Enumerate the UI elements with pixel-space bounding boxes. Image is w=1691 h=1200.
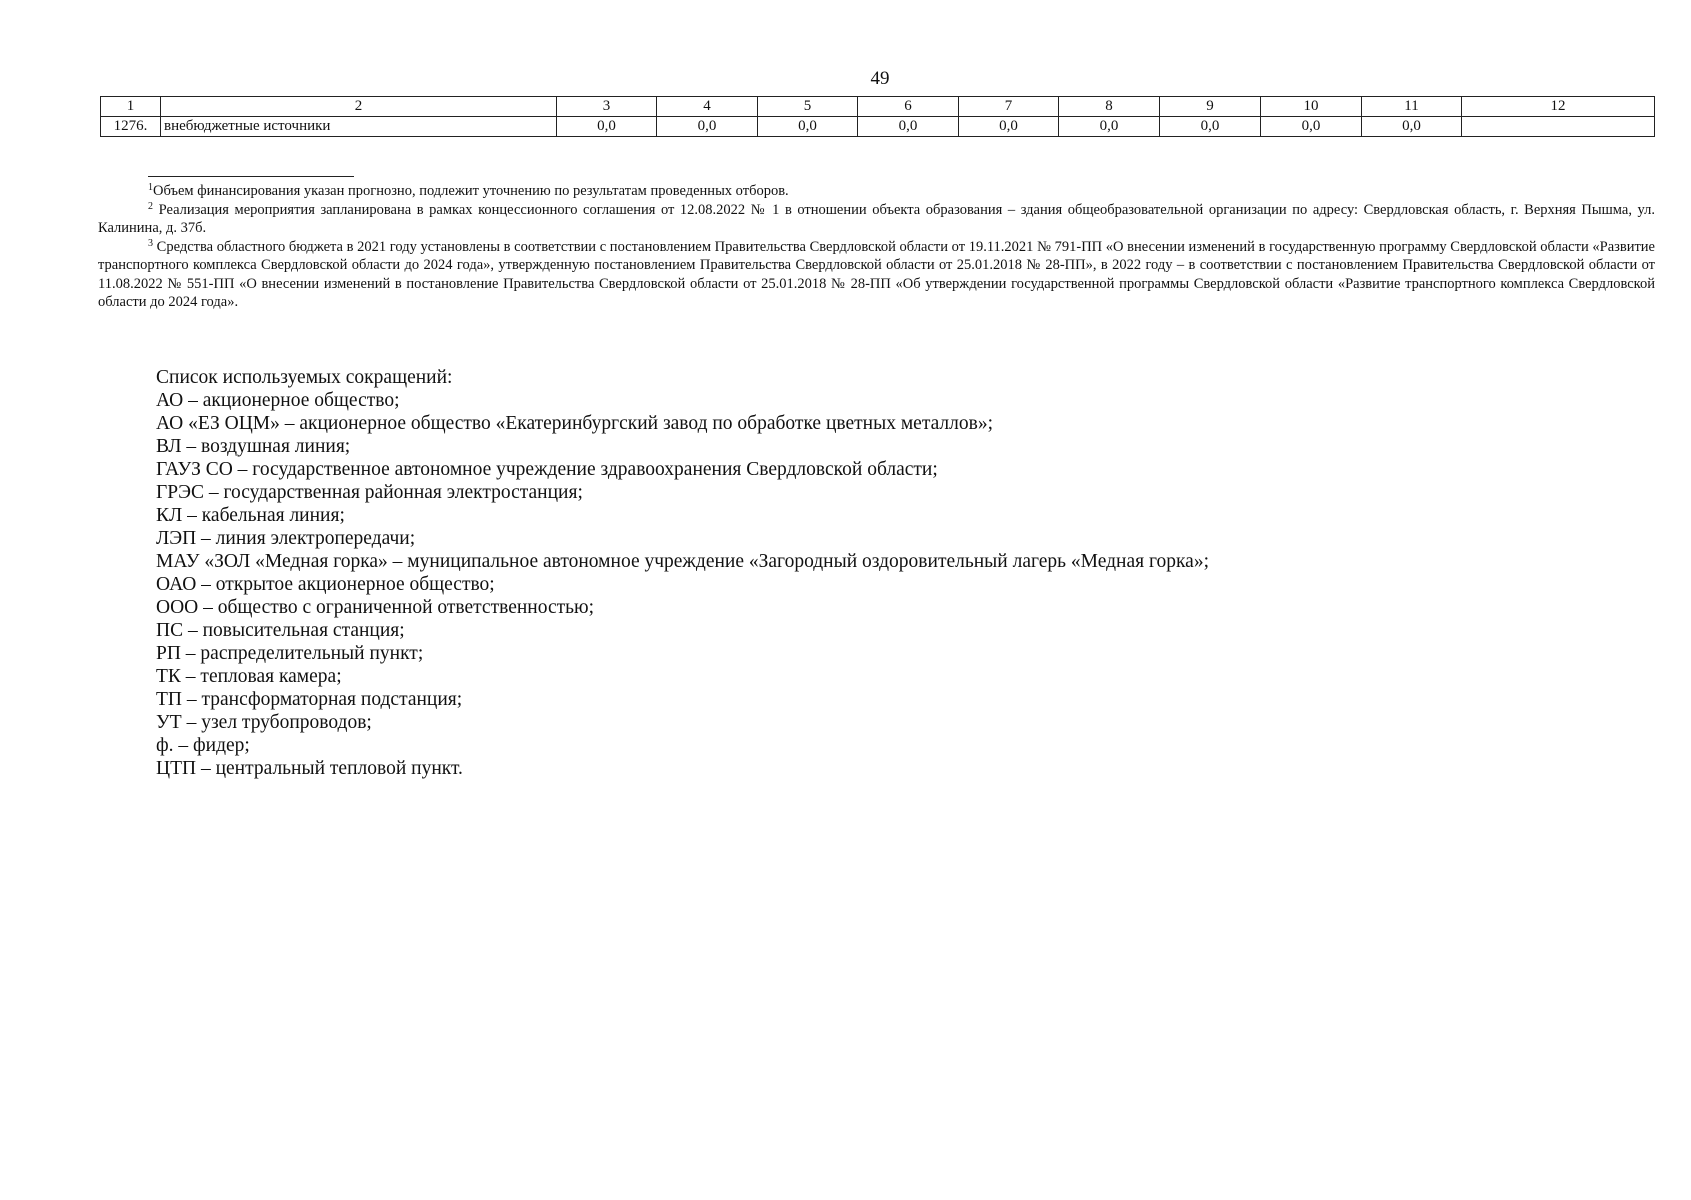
- value-cell: 0,0: [657, 117, 758, 137]
- abbreviation-item: ВЛ – воздушная линия;: [156, 436, 351, 457]
- abbreviation-item: ОАО – открытое акционерное общество;: [156, 574, 495, 595]
- budget-table: [100, 96, 1655, 137]
- footnote-text: Объем финансирования указан прогнозно, подлежит уточнению по результатам проведенных отборов.: [153, 183, 789, 199]
- table-header-cell: 8: [1059, 97, 1160, 117]
- row-number-cell: 1276.: [101, 117, 161, 137]
- abbreviation-item: ООО – общество с ограниченной ответственностью;: [156, 597, 595, 618]
- table-header-cell: 11: [1362, 97, 1462, 117]
- abbreviation-item: ТП – трансформаторная подстанция;: [156, 689, 463, 710]
- footnote: [98, 201, 1655, 238]
- footnote-text: Реализация мероприятия запланирована в рамках концессионного соглашения от 12.08.2022 № 1 в отношении объекта образования – здания общеобразовательной организации по адресу: Свердловская область, г. Верхняя Пышма, ул. Калинина, д. 37б.: [98, 201, 1655, 236]
- value-cell: 0,0: [758, 117, 858, 137]
- table-header-cell: 12: [1462, 97, 1655, 117]
- abbreviations-title: Список используемых сокращений:: [156, 367, 453, 388]
- footnote-number: 2: [148, 200, 153, 212]
- table-header-cell: 1: [101, 97, 161, 117]
- abbreviation-item: ЦТП – центральный тепловой пункт.: [156, 758, 463, 779]
- table-header-cell: 5: [758, 97, 858, 117]
- value-cell: 0,0: [1261, 117, 1362, 137]
- footnote-number: 3: [148, 237, 153, 249]
- footnote: [98, 182, 1655, 201]
- table-header-cell: 7: [959, 97, 1059, 117]
- abbreviation-item: ТК – тепловая камера;: [156, 666, 342, 687]
- abbreviation-item: АО «ЕЗ ОЦМ» – акционерное общество «Екатеринбургский завод по обработке цветных металлов»;: [156, 413, 993, 434]
- footnotes: [98, 182, 1655, 312]
- abbreviation-item: АО – акционерное общество;: [156, 390, 400, 411]
- value-cell: 0,0: [858, 117, 959, 137]
- table-header-cell: 2: [161, 97, 557, 117]
- footnote-separator: [148, 176, 354, 177]
- table-header-cell: 4: [657, 97, 758, 117]
- table-header-cell: 10: [1261, 97, 1362, 117]
- table-header-cell: 6: [858, 97, 959, 117]
- abbreviation-item: КЛ – кабельная линия;: [156, 505, 345, 526]
- table-header-row: [101, 97, 1655, 117]
- abbreviation-item: ЛЭП – линия электропередачи;: [156, 528, 416, 549]
- value-cell: 0,0: [1160, 117, 1261, 137]
- table-header-cell: 9: [1160, 97, 1261, 117]
- abbreviation-item: ГАУЗ СО – государственное автономное учреждение здравоохранения Свердловской области;: [156, 459, 938, 480]
- abbreviation-item: УТ – узел трубопроводов;: [156, 712, 372, 733]
- abbreviation-item: ГРЭС – государственная районная электростанция;: [156, 482, 583, 503]
- table-header-cell: 3: [557, 97, 657, 117]
- footnote: [98, 238, 1655, 312]
- value-cell: 0,0: [1059, 117, 1160, 137]
- value-cell: [1462, 117, 1655, 137]
- page-number: 49: [870, 68, 890, 89]
- abbreviation-item: ПС – повысительная станция;: [156, 620, 405, 641]
- value-cell: 0,0: [959, 117, 1059, 137]
- abbreviation-item: ф. – фидер;: [156, 735, 250, 756]
- footnote-number: 1: [148, 182, 153, 193]
- value-cell: 0,0: [1362, 117, 1462, 137]
- abbreviation-item: РП – распределительный пункт;: [156, 643, 424, 664]
- footnote-text: Средства областного бюджета в 2021 году установлены в соответствии с постановлением Правительства Свердловской области от 19.11.2021 № 791-ПП «О внесении изменений в государственную программу Свердловской области «Развитие транспортного комплекса Свердловской области до 2024 года», утвержденную постановлением Правительства Свердловской области от 25.01.2018 № 28-ПП», в 2022 году – в соответствии с постановлением Правительства Свердловской области от 11.08.2022 № 551-ПП «О внесении изменений в постановление Правительства Свердловской области от 25.01.2018 № 28-ПП «Об утверждении государственной программы Свердловской области «Развитие транспортного комплекса Свердловской области до 2024 года».: [98, 238, 1655, 310]
- source-name-cell: внебюджетные источники: [161, 117, 557, 137]
- abbreviations-list: [156, 366, 1456, 780]
- abbreviation-item: МАУ «ЗОЛ «Медная горка» – муниципальное автономное учреждение «Загородный оздоровительный лагерь «Медная горка»;: [156, 551, 1209, 572]
- value-cell: 0,0: [557, 117, 657, 137]
- table-row: [101, 117, 1655, 137]
